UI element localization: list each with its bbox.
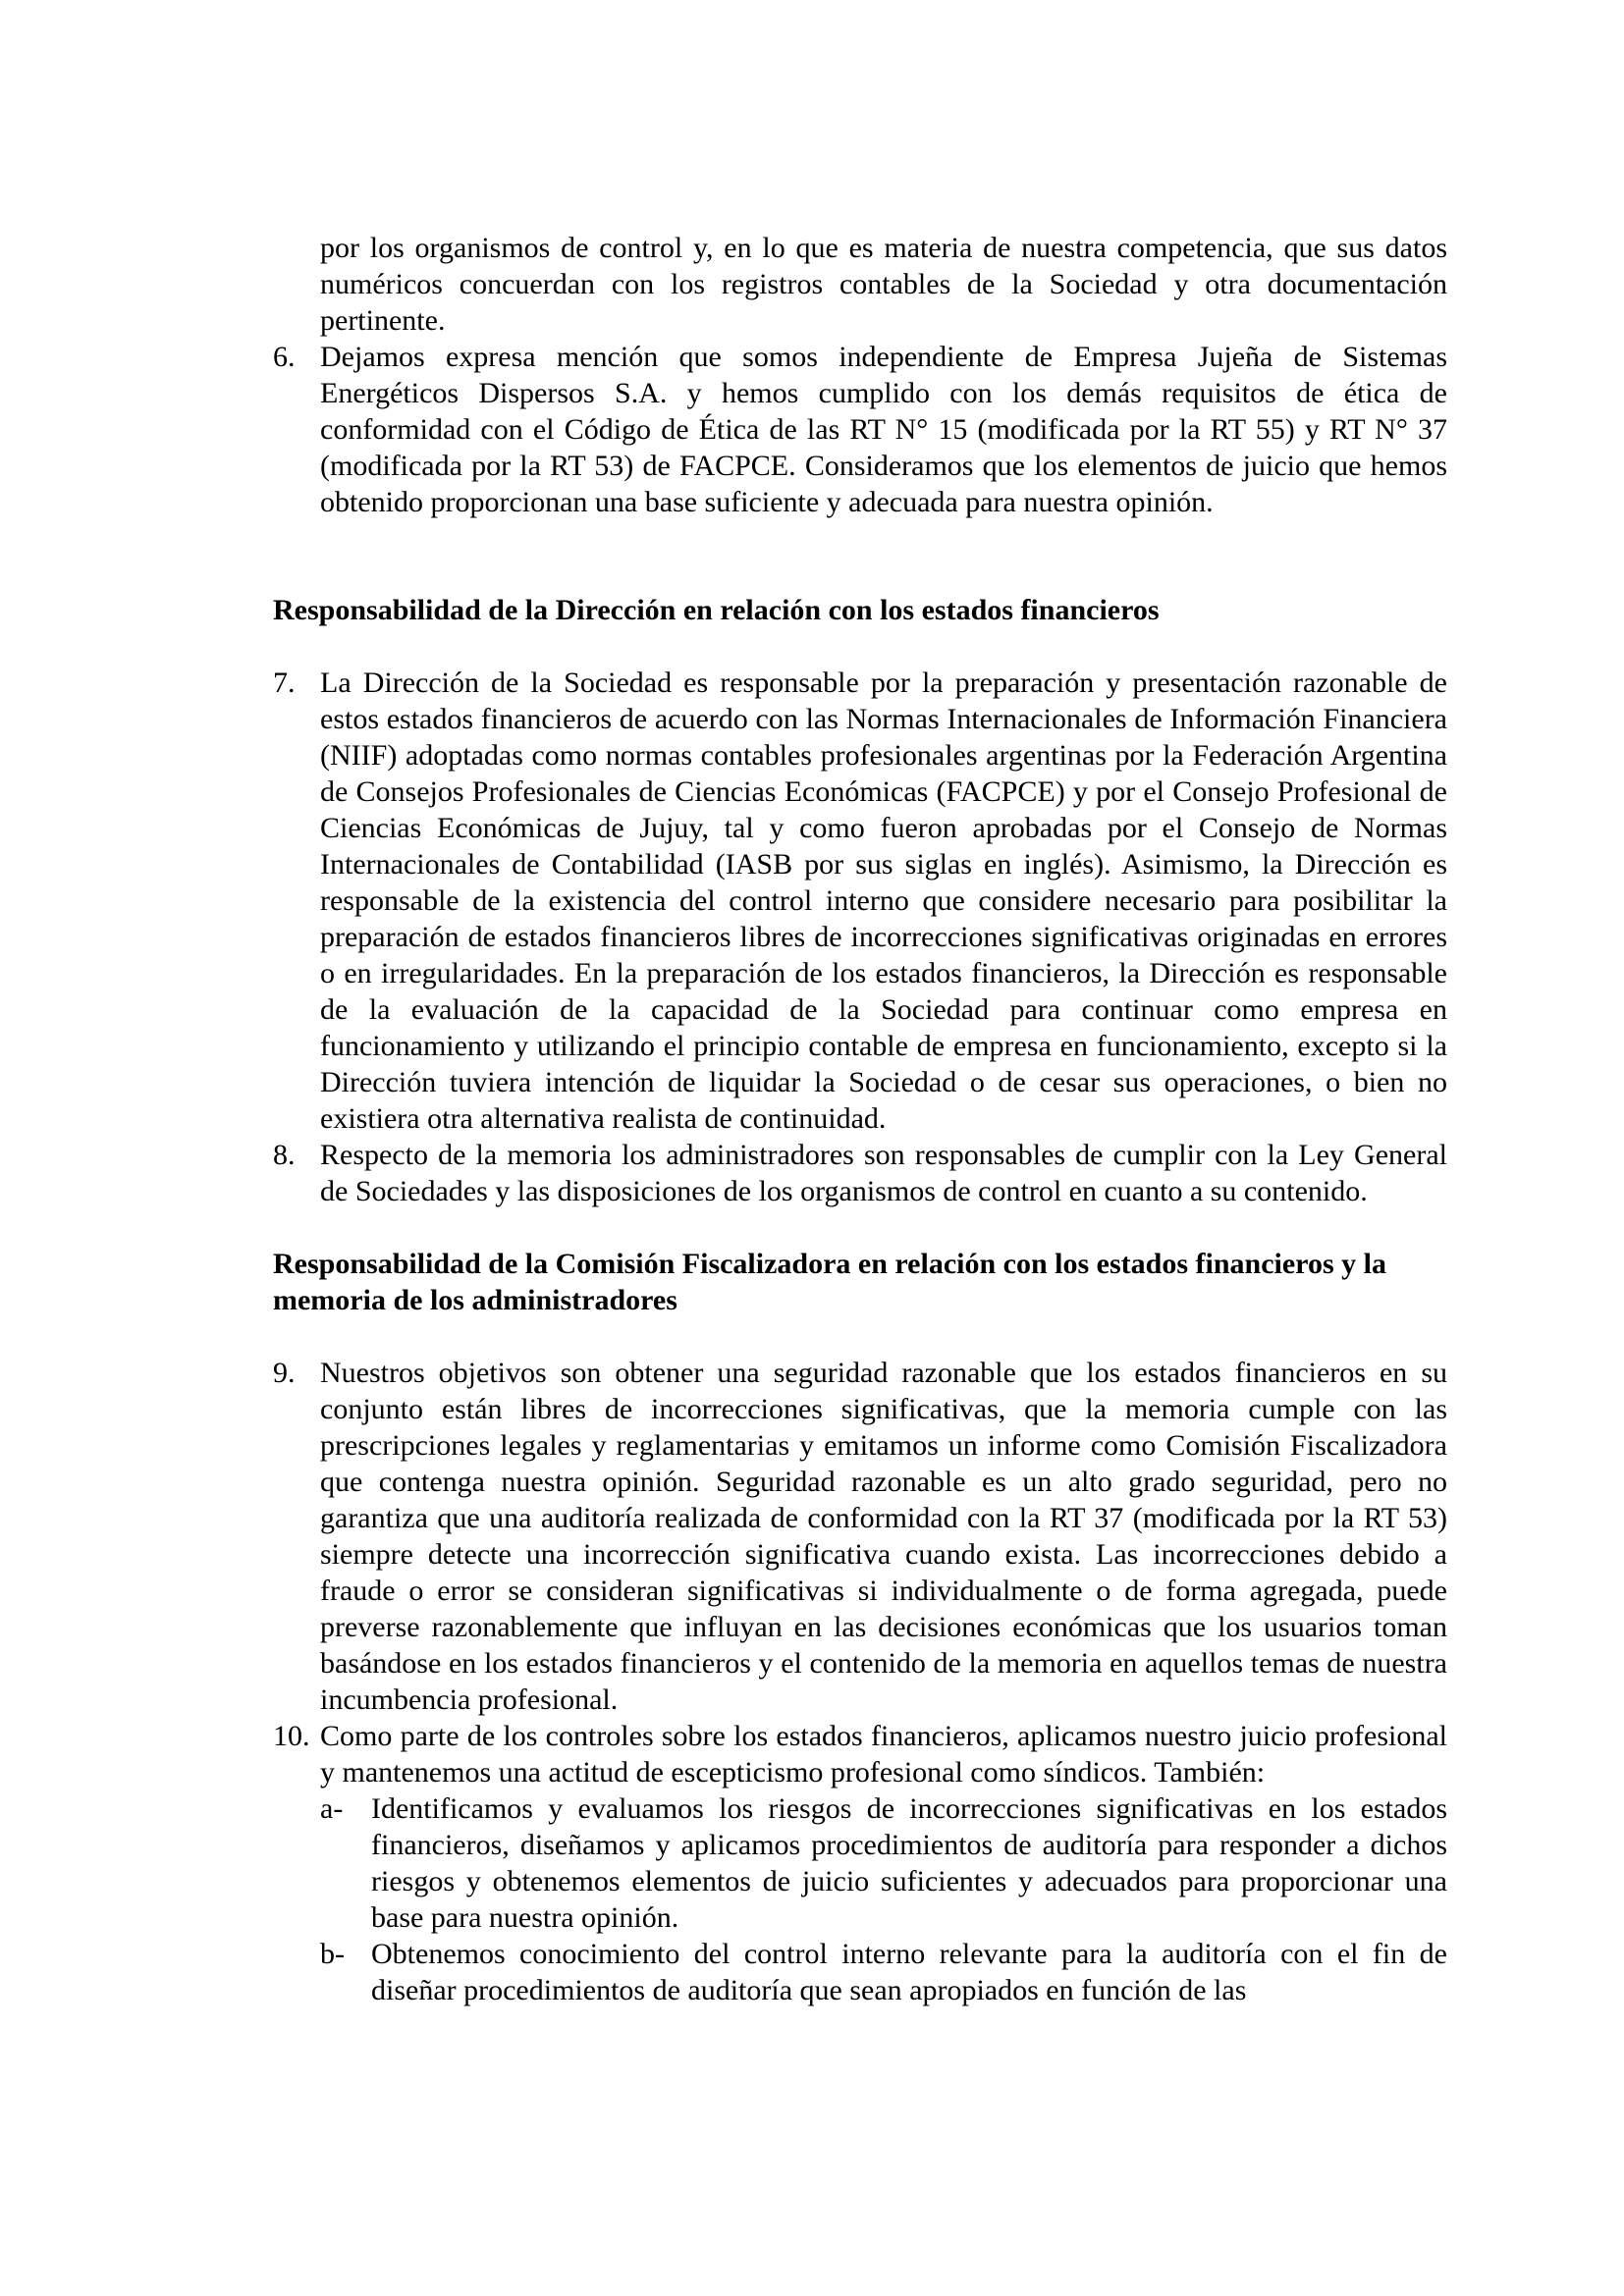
paragraph-text: Nuestros objetivos son obtener una seguridad razonable que los estados financieros en su conjunto están libres de incorrecciones significativas, que la memoria cumple con las prescripciones legales y reglamentarias y emitamos un informe como Comisión Fiscalizadora que contenga nuestra opinión. Seguridad razonable es un alto grado seguridad, pero no garantiza que una auditoría realizada de conformidad con la RT 37 (modificada por la RT 53) siempre detecte una incorrección significativa cuando exista. Las incorrecciones debido a fraude o error se consideran significativas si individualmente o de forma agregada, puede preverse razonablemente que influyan en las decisiones económicas que los usuarios toman basándose en los estados financieros y el contenido de la memoria en aquellos temas de nuestra incumbencia profesional. [320,1357,1447,1716]
paragraph-text: Como parte de los controles sobre los estados financieros, aplicamos nuestro juicio profesional y mantenemos una actitud de escepticismo profesional como síndicos. También: [320,1720,1447,1789]
subitem-b [273,1936,1447,2008]
subitem-text: Identificamos y evaluamos los riesgos de incorrecciones significativas en los estados financieros, diseñamos y aplicamos procedimientos de auditoría para responder a dichos riesgos y obtenemos elementos de juicio suficientes y adecuados para proporcionar una base para nuestra opinión. [371,1792,1447,1934]
paragraph-text: La Dirección de la Sociedad es responsable por la preparación y presentación razonable de estos estados financieros de acuerdo con las Normas Internacionales de Información Financiera (NIIF) adoptadas como normas contables profesionales argentinas por la Federación Argentina de Consejos Profesionales de Ciencias Económicas (FACPCE) y por el Consejo Profesional de Ciencias Económicas de Jujuy, tal y como fueron aprobadas por el Consejo de Normas Internacionales de Contabilidad (IASB por sus siglas en inglés). Asimismo, la Dirección es responsable de la existencia del control interno que considere necesario para posibilitar la preparación de estados financieros libres de incorrecciones significativas originadas en errores o en irregularidades. En la preparación de los estados financieros, la Dirección es responsable de la evaluación de la capacidad de la Sociedad para continuar como empresa en funcionamiento y utilizando el principio contable de empresa en funcionamiento, excepto si la Dirección tuviera intención de liquidar la Sociedad o de cesar sus operaciones, o bien no existiera otra alternativa realista de continuidad. [320,667,1447,1135]
paragraph-10 [273,1718,1447,1790]
paragraph-7 [273,665,1447,1137]
paragraph-8 [273,1137,1447,1209]
paragraph-number: 10. [273,1720,310,1752]
subitem-letter: a- [320,1792,344,1825]
paragraph-number: 6. [273,341,296,373]
paragraph-number: 8. [273,1139,296,1171]
subitem-a [273,1790,1447,1936]
continued-paragraph: por los organismos de control y, en lo que es materia de nuestra competencia, que sus datos numéricos concuerdan con los registros contables de la Sociedad y otra documentación pertinente. [320,232,1447,337]
section-heading-comision: Responsabilidad de la Comisión Fiscalizadora en relación con los estados financieros y la memoria de los administradores [273,1248,1386,1316]
paragraph-9 [273,1355,1447,1718]
paragraph-6 [273,339,1447,520]
paragraph-number: 9. [273,1357,296,1389]
subitem-text: Obtenemos conocimiento del control interno relevante para la auditoría con el fin de diseñar procedimientos de auditoría que sean apropiados en función de las [371,1938,1447,2006]
paragraph-text: Dejamos expresa mención que somos independiente de Empresa Jujeña de Sistemas Energéticos Dispersos S.A. y hemos cumplido con los demás requisitos de ética de conformidad con el Código de Ética de las RT N° 15 (modificada por la RT 55) y RT N° 37 (modificada por la RT 53) de FACPCE. Consideramos que los elementos de juicio que hemos obtenido proporcionan una base suficiente y adecuada para nuestra opinión. [320,341,1447,518]
document-body [273,230,1447,2008]
paragraph-text: Respecto de la memoria los administradores son responsables de cumplir con la Ley General de Sociedades y las disposiciones de los organismos de control en cuanto a su contenido. [320,1139,1447,1207]
section-heading-direccion: Responsabilidad de la Dirección en relación con los estados financieros [273,594,1160,626]
paragraph-number: 7. [273,667,296,699]
subitem-letter: b- [320,1938,345,1970]
